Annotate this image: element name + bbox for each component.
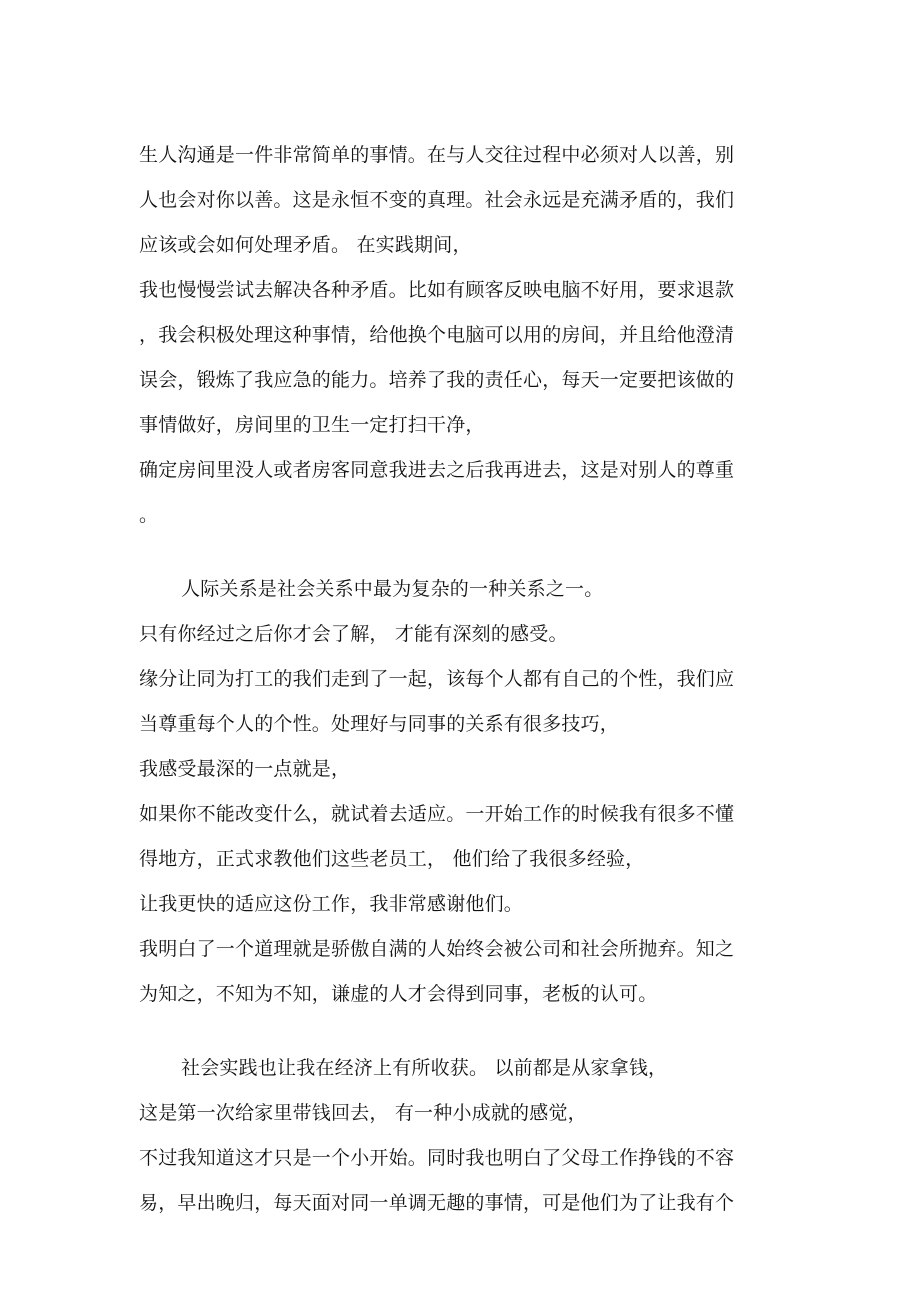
paragraph-start-line: 人际关系是社会关系中最为复杂的一种关系之一。 (181, 578, 604, 600)
text-line: 这是第一次给家里带钱回去， 有一种小成就的感觉， (139, 1102, 587, 1124)
text-line: 让我更快的适应这份工作，我非常感谢他们。 (139, 893, 524, 915)
text-line: 只有你经过之后你才会了解， 才能有深刻的感受。 (139, 623, 568, 645)
text-line: 应该或会如何处理矛盾。 在实践期间， (139, 234, 472, 256)
paragraph-start-line: 社会实践也让我在经济上有所收获。 以前都是从家拿钱， (181, 1057, 668, 1079)
text-line: 确定房间里没人或者房客同意我进去之后我再进去，这是对别人的尊重 (139, 459, 735, 481)
text-line: ，我会积极处理这种事情，给他换个电脑可以用的房间，并且给他澄清 (139, 324, 735, 346)
text-line: 。 (139, 504, 159, 526)
text-line: 人也会对你以善。这是永恒不变的真理。社会永远是充满矛盾的，我们 (139, 189, 735, 211)
text-line: 不过我知道这才只是一个小开始。同时我也明白了父母工作挣钱的不容 (139, 1147, 735, 1169)
text-line: 易，早出晚归，每天面对同一单调无趣的事情，可是他们为了让我有个 (139, 1192, 735, 1214)
text-line: 事情做好，房间里的卫生一定打扫干净， (139, 414, 485, 436)
text-line: 如果你不能改变什么，就试着去适应。一开始工作的时候我有很多不懂 (139, 803, 735, 825)
text-line: 我感受最深的一点就是， (139, 758, 351, 780)
text-line: 误会，锻炼了我应急的能力。培养了我的责任心，每天一定要把该做的 (139, 369, 735, 391)
text-line: 生人沟通是一件非常简单的事情。在与人交往过程中必须对人以善，别 (139, 144, 735, 166)
text-line: 当尊重每个人的个性。处理好与同事的关系有很多技巧， (139, 713, 620, 735)
text-line: 我也慢慢尝试去解决各种矛盾。比如有顾客反映电脑不好用，要求退款 (139, 279, 735, 301)
text-line: 我明白了一个道理就是骄傲自满的人始终会被公司和社会所抛弃。知之 (139, 938, 735, 960)
text-line: 为知之，不知为不知，谦虚的人才会得到同事，老板的认可。 (139, 983, 658, 1005)
text-line: 得地方，正式求教他们这些老员工， 他们给了我很多经验， (139, 848, 645, 870)
text-line: 缘分让同为打工的我们走到了一起，该每个人都有自己的个性，我们应 (139, 668, 735, 690)
